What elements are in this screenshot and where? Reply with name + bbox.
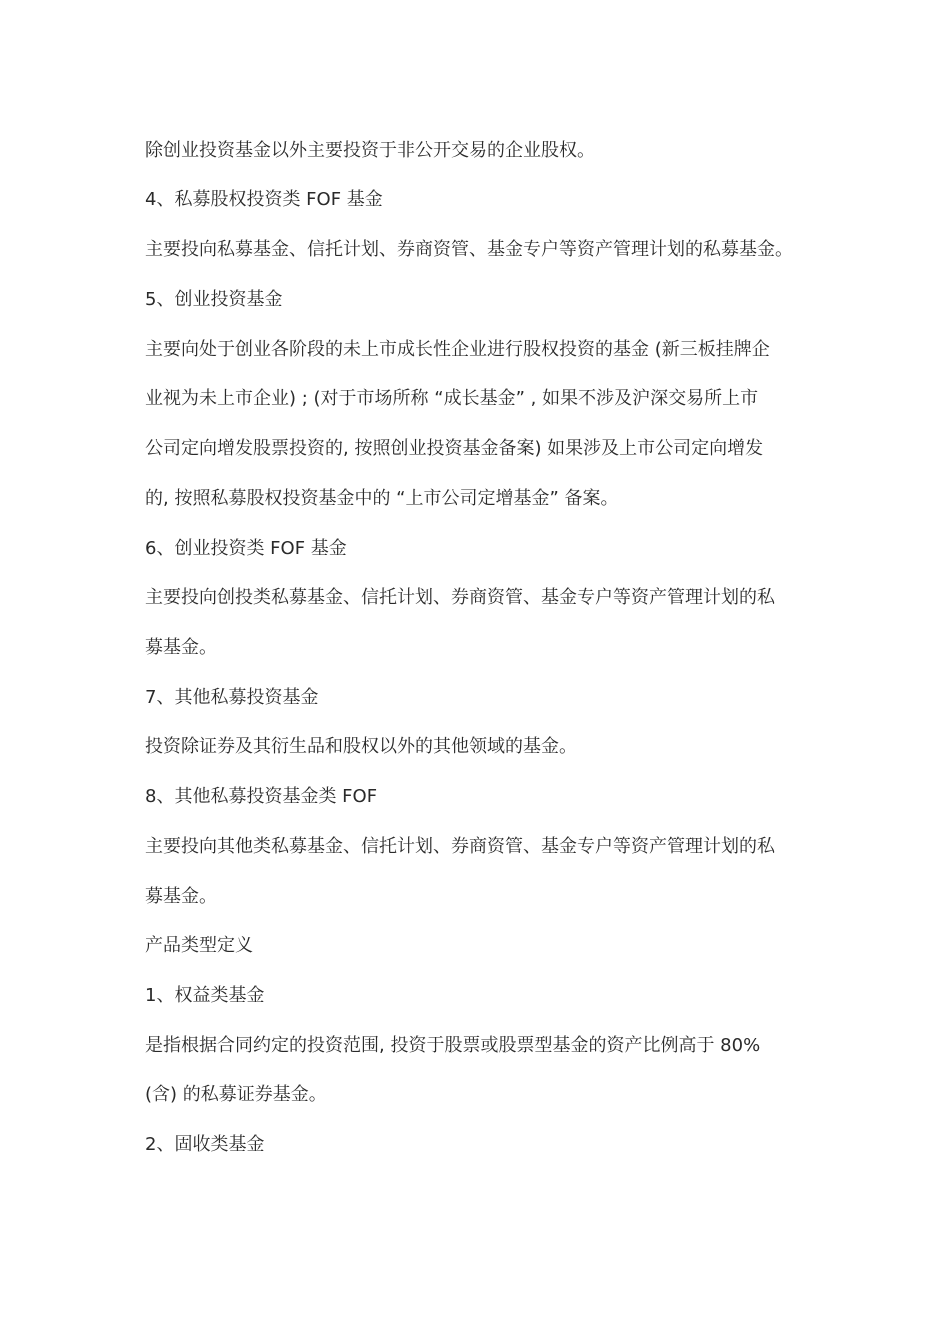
body-text-line: 是指根据合同约定的投资范围, 投资于股票或股票型基金的资产比例高于 80% xyxy=(145,1035,761,1056)
section-heading: 8、其他私募投资基金类 FOF xyxy=(145,786,378,807)
section-heading: 7、其他私募投资基金 xyxy=(145,687,319,708)
body-text-line: 业视为未上市企业) ; (对于市场所称 “成长基金” , 如果不涉及沪深交易所上市 xyxy=(145,388,759,409)
body-text-line: 主要向处于创业各阶段的未上市成长性企业进行股权投资的基金 (新三板挂牌企 xyxy=(145,339,770,360)
body-text-line: (含) 的私募证券基金。 xyxy=(145,1084,327,1105)
body-text-line: 主要投向创投类私募基金、信托计划、券商资管、基金专户等资产管理计划的私 xyxy=(145,587,775,608)
body-text-line: 主要投向其他类私募基金、信托计划、券商资管、基金专户等资产管理计划的私 xyxy=(145,836,775,857)
body-text-line: 公司定向增发股票投资的, 按照创业投资基金备案) 如果涉及上市公司定向增发 xyxy=(145,438,764,459)
body-text-line: 的, 按照私募股权投资基金中的 “上市公司定增基金” 备案。 xyxy=(145,488,619,509)
section-title: 产品类型定义 xyxy=(145,935,253,956)
body-text-line: 投资除证券及其衍生品和股权以外的其他领域的基金。 xyxy=(145,736,577,757)
section-heading: 1、权益类基金 xyxy=(145,985,265,1006)
section-heading: 5、创业投资基金 xyxy=(145,289,283,310)
section-heading: 2、固收类基金 xyxy=(145,1134,265,1155)
body-text-line: 主要投向私募基金、信托计划、券商资管、基金专户等资产管理计划的私募基金。 xyxy=(145,239,793,260)
body-text-line: 募基金。 xyxy=(145,637,217,658)
section-heading: 6、创业投资类 FOF 基金 xyxy=(145,538,347,559)
section-heading: 4、私募股权投资类 FOF 基金 xyxy=(145,189,383,210)
body-text-line: 除创业投资基金以外主要投资于非公开交易的企业股权。 xyxy=(145,140,595,161)
body-text-line: 募基金。 xyxy=(145,886,217,907)
